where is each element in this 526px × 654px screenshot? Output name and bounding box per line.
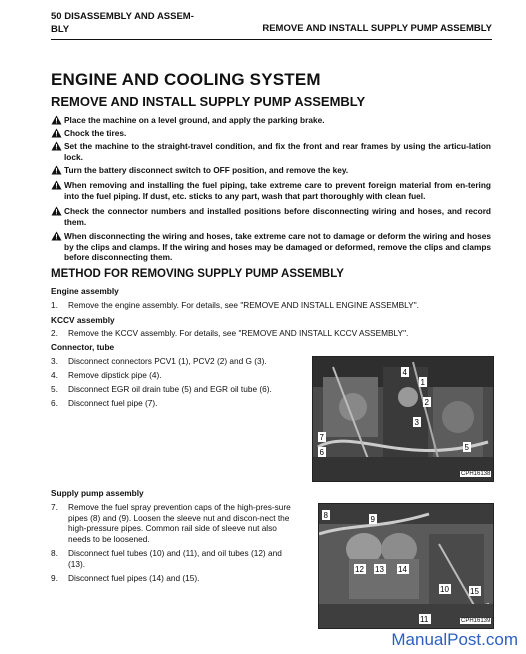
- step-item: [51, 384, 301, 395]
- engine-photo-connectors: [312, 356, 494, 482]
- callout-2: 2: [424, 398, 429, 407]
- step-number: 6.: [51, 398, 58, 408]
- step-text: Remove the engine assembly. For details, see "REMOVE AND INSTALL ENGINE ASSEMBLY".: [68, 300, 419, 310]
- header-section-line1: 50 DISASSEMBLY AND ASSEM-: [51, 11, 194, 22]
- step-text: Remove the fuel spray prevention caps of the high-pres-sure pipes (8) and (9). Loosen the sleeve nut and discon-nect the high-pressure pipes. Common rail side of sleeve nut also needs to be loosened.: [68, 502, 291, 544]
- watermark: ManualPost.com: [391, 630, 518, 649]
- warning-item: [51, 115, 491, 126]
- warning-text: Place the machine on a level ground, and apply the parking brake.: [64, 115, 325, 125]
- warning-text: When removing and installing the fuel piping, take extreme care to prevent foreign material from en-tering into the fuel piping. If dust, etc. sticks to any part, wash that part thoroughly with clean fuel.: [64, 180, 491, 201]
- step-item: [51, 328, 481, 339]
- callout-8: 8: [323, 511, 328, 520]
- figure-caption: CPH16138: [461, 471, 491, 477]
- warning-icon: [51, 115, 64, 125]
- warning-item: [51, 165, 491, 176]
- warning-text: Check the connector numbers and installed positions before disconnecting wiring and hoses, and record them.: [64, 206, 491, 227]
- callout-11: 11: [420, 615, 429, 624]
- figure-caption: CPH16139: [461, 618, 491, 624]
- step-text: Remove dipstick pipe (4).: [68, 370, 162, 380]
- step-item: [51, 573, 301, 584]
- step-number: 1.: [51, 300, 58, 310]
- step-item: [51, 300, 481, 311]
- page-subtitle: REMOVE AND INSTALL SUPPLY PUMP ASSEMBLY: [51, 94, 366, 109]
- group-title-connector-tube: Connector, tube: [51, 342, 115, 352]
- callout-5: 5: [464, 443, 469, 452]
- callout-6: 6: [319, 448, 324, 457]
- header-section-line2: BLY: [51, 24, 70, 35]
- warning-icon: [51, 180, 64, 190]
- warning-item: [51, 141, 491, 162]
- header-topic: REMOVE AND INSTALL SUPPLY PUMP ASSEMBLY: [262, 23, 492, 34]
- header-section: [51, 10, 201, 36]
- warning-text: Turn the battery disconnect switch to OFF position, and remove the key.: [64, 165, 349, 175]
- warning-text: Set the machine to the straight-travel condition, and fix the front and rear frames by using the articu-lation lock.: [64, 141, 491, 162]
- step-item: [51, 502, 301, 544]
- step-number: 2.: [51, 328, 58, 338]
- header-divider: [51, 39, 492, 40]
- step-item: [51, 370, 301, 381]
- step-text: Disconnect connectors PCV1 (1), PCV2 (2) and G (3).: [68, 356, 267, 366]
- callout-7: 7: [319, 433, 324, 442]
- step-number: 9.: [51, 573, 58, 583]
- warning-item: [51, 231, 491, 263]
- method-heading: METHOD FOR REMOVING SUPPLY PUMP ASSEMBLY: [51, 268, 344, 280]
- callout-4: 4: [402, 368, 407, 377]
- warning-text: When disconnecting the wiring and hoses, take extreme care not to damage or deform the wiring and hoses by the clips and clamps. If the wiring and hoses may be damaged or deformed, remove the clips and clamps before disconnecting them.: [64, 231, 491, 262]
- warning-icon: [51, 165, 64, 175]
- callout-10: 10: [440, 585, 449, 594]
- step-text: Remove the KCCV assembly. For details, see "REMOVE AND INSTALL KCCV ASSEMBLY".: [68, 328, 409, 338]
- step-number: 3.: [51, 356, 58, 366]
- step-item: [51, 548, 301, 569]
- callout-3: 3: [414, 418, 419, 427]
- step-number: 4.: [51, 370, 58, 380]
- callout-15: 15: [470, 587, 479, 596]
- step-number: 8.: [51, 548, 58, 558]
- group-title-supply-pump-assembly: Supply pump assembly: [51, 488, 144, 498]
- group-title-engine-assembly: Engine assembly: [51, 286, 119, 296]
- step-item: [51, 356, 301, 367]
- step-text: Disconnect EGR oil drain tube (5) and EGR oil tube (6).: [68, 384, 272, 394]
- step-number: 7.: [51, 502, 58, 512]
- step-text: Disconnect fuel pipe (7).: [68, 398, 158, 408]
- group-title-kccv-assembly: KCCV assembly: [51, 315, 115, 325]
- callout-9: 9: [370, 515, 375, 524]
- callout-13: 13: [375, 565, 384, 574]
- warning-item: [51, 180, 491, 201]
- page-title: ENGINE AND COOLING SYSTEM: [51, 70, 321, 89]
- engine-photo-supply-pump: [318, 503, 494, 629]
- step-number: 5.: [51, 384, 58, 394]
- warning-icon: [51, 128, 64, 138]
- warning-text: Chock the tires.: [64, 128, 127, 138]
- step-text: Disconnect fuel tubes (10) and (11), and oil tubes (12) and (13).: [68, 548, 282, 569]
- warning-item: [51, 128, 491, 139]
- warning-icon: [51, 141, 64, 151]
- callout-1: 1: [420, 378, 425, 387]
- step-text: Disconnect fuel pipes (14) and (15).: [68, 573, 200, 583]
- callout-12: 12: [355, 565, 364, 574]
- callout-14: 14: [398, 565, 407, 574]
- warning-item: [51, 206, 491, 227]
- step-item: [51, 398, 301, 409]
- warning-icon: [51, 206, 64, 216]
- warning-icon: [51, 231, 64, 241]
